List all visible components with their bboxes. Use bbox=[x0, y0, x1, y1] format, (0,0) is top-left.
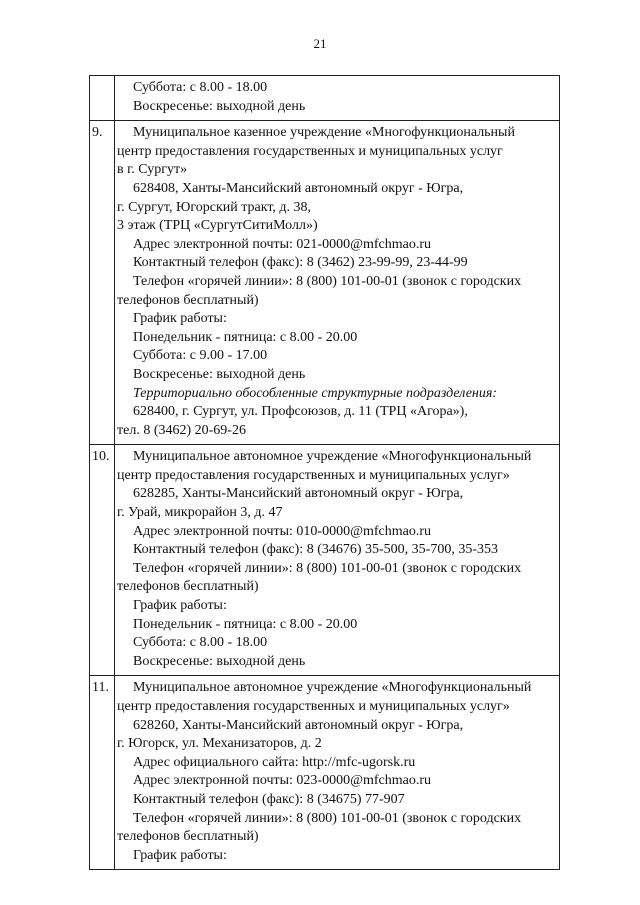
text-line: График работы: bbox=[133, 311, 227, 327]
office-details bbox=[115, 76, 560, 121]
row-number: 10. bbox=[90, 445, 115, 676]
text-line: тел. 8 (3462) 20-69-26 bbox=[117, 422, 246, 438]
text-line: г. Югорск, ул. Механизаторов, д. 2 bbox=[117, 736, 322, 752]
text-line: Воскресенье: выходной день bbox=[133, 653, 306, 669]
text-line: телефонов бесплатный) bbox=[117, 292, 259, 308]
table-row bbox=[90, 76, 560, 121]
text-line: Понедельник - пятница: с 8.00 - 20.00 bbox=[133, 616, 358, 632]
text-line: Контактный телефон (факс): 8 (3462) 23-99-99, 23-44-99 bbox=[133, 255, 468, 271]
text-line: Муниципальное автономное учреждение «Многофункциональный bbox=[133, 449, 532, 465]
text-line: Адрес электронной почты: 010-0000@mfchmao.ru bbox=[133, 523, 432, 539]
text-line: График работы: bbox=[133, 847, 227, 863]
text-line: 628285, Ханты-Мансийский автономный округ - Югра, bbox=[133, 486, 464, 502]
mfc-offices-table bbox=[89, 75, 560, 870]
text-line: Контактный телефон (факс): 8 (34676) 35-500, 35-700, 35-353 bbox=[133, 542, 499, 558]
text-line: Муниципальное казенное учреждение «Многофункциональный bbox=[133, 125, 515, 141]
office-details bbox=[115, 121, 560, 445]
text-line: 628400, г. Сургут, ул. Профсоюзов, д. 11 (ТРЦ «Агора»), bbox=[133, 404, 468, 420]
text-line: Понедельник - пятница: с 8.00 - 20.00 bbox=[133, 329, 358, 345]
text-line: 628260, Ханты-Мансийский автономный округ - Югра, bbox=[133, 717, 464, 733]
table-body bbox=[90, 76, 560, 870]
text-line: Суббота: с 8.00 - 18.00 bbox=[133, 80, 268, 95]
text-line: Территориально обособленные структурные подразделения: bbox=[133, 385, 498, 401]
text-line: центр предоставления государственных и муниципальных услуг» bbox=[117, 467, 510, 483]
text-line: в г. Сургут» bbox=[117, 162, 188, 178]
text-line: Суббота: с 8.00 - 18.00 bbox=[133, 635, 268, 651]
text-line: г. Урай, микрорайон 3, д. 47 bbox=[117, 505, 283, 521]
row-number: 9. bbox=[90, 121, 115, 445]
text-line: Телефон «горячей линии»: 8 (800) 101-00-01 (звонок с городских bbox=[133, 560, 522, 576]
text-line: телефонов бесплатный) bbox=[117, 579, 259, 595]
table-row bbox=[90, 445, 560, 676]
row-number bbox=[90, 76, 115, 121]
page-number: 21 bbox=[313, 36, 327, 51]
text-line: Воскресенье: выходной день bbox=[133, 98, 306, 114]
table-row bbox=[90, 121, 560, 445]
text-line: Адрес электронной почты: 023-0000@mfchmao.ru bbox=[133, 773, 432, 789]
text-line: Воскресенье: выходной день bbox=[133, 366, 306, 382]
text-line: 3 этаж (ТРЦ «СургутСитиМолл») bbox=[117, 218, 318, 234]
text-line: Телефон «горячей линии»: 8 (800) 101-00-01 (звонок с городских bbox=[133, 810, 522, 826]
office-details bbox=[115, 676, 560, 870]
row-number: 11. bbox=[90, 676, 115, 870]
text-line: Адрес официального сайта: http://mfc-ugorsk.ru bbox=[133, 754, 416, 770]
text-line: Муниципальное автономное учреждение «Многофункциональный bbox=[133, 680, 532, 696]
text-line: телефонов бесплатный) bbox=[117, 829, 259, 845]
text-line: 628408, Ханты-Мансийский автономный округ - Югра, bbox=[133, 180, 464, 196]
table-row bbox=[90, 676, 560, 870]
text-line: Адрес электронной почты: 021-0000@mfchmao.ru bbox=[133, 236, 432, 252]
text-line: График работы: bbox=[133, 598, 227, 614]
text-line: г. Сургут, Югорский тракт, д. 38, bbox=[117, 199, 312, 215]
text-line: Телефон «горячей линии»: 8 (800) 101-00-01 (звонок с городских bbox=[133, 273, 522, 289]
text-line: Контактный телефон (факс): 8 (34675) 77-907 bbox=[133, 791, 405, 807]
text-line: центр предоставления государственных и муниципальных услуг» bbox=[117, 699, 510, 714]
text-line: Суббота: с 9.00 - 17.00 bbox=[133, 348, 268, 364]
text-line: центр предоставления государственных и муниципальных услуг bbox=[117, 143, 503, 159]
office-details bbox=[115, 445, 560, 676]
